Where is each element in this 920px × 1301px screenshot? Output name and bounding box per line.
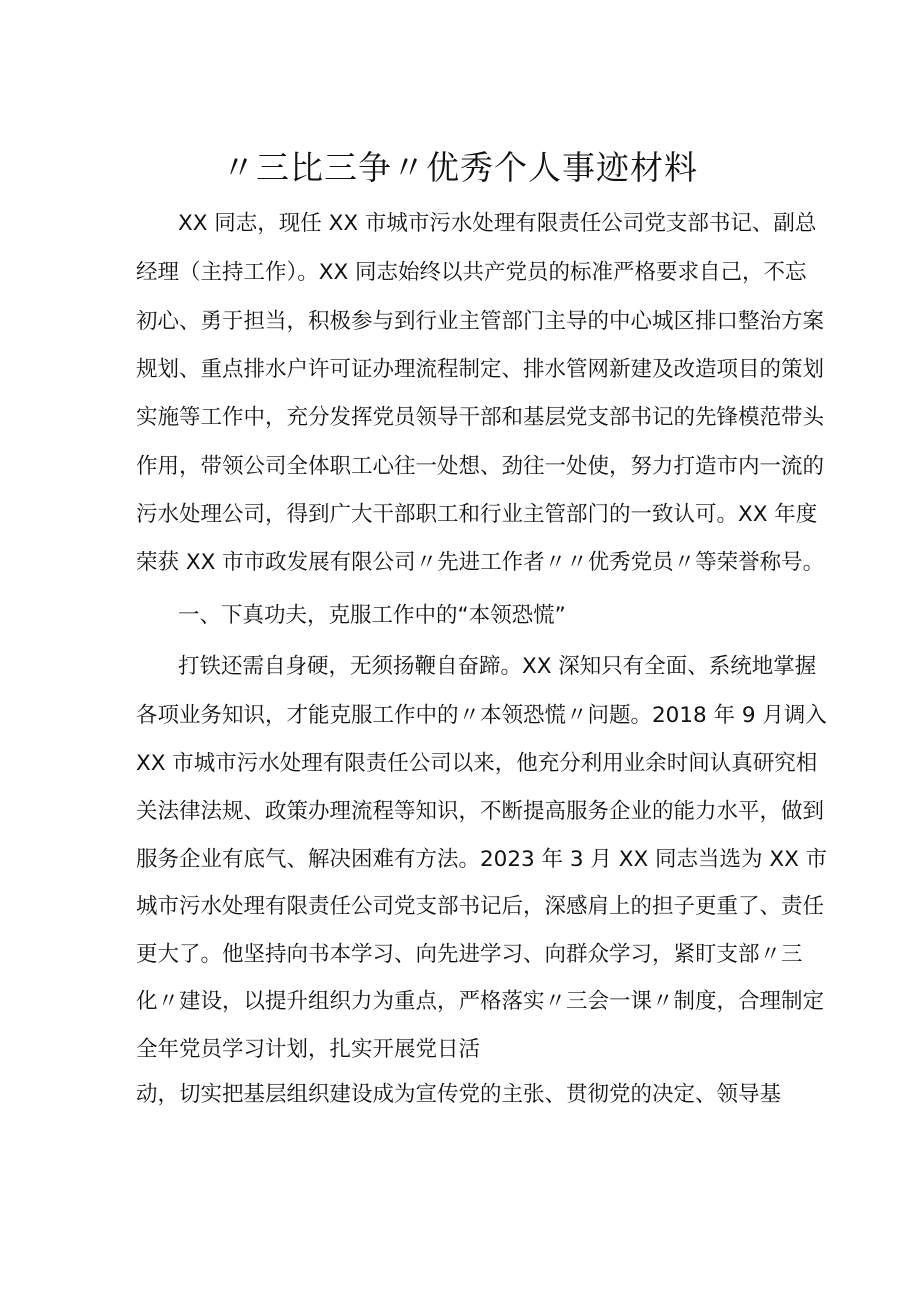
paragraph-line: 动，切实把基层组织建设成为宣传党的主张、贯彻党的决定、领导基 [136, 1082, 782, 1107]
paragraph-line: 服务企业有底气、解决困难有方法。2023 年 3 月 XX 同志当选为 XX 市 [136, 847, 828, 872]
paragraph-line: 污水处理公司，得到广大干部职工和行业主管部门的一致认可。XX 年度 [136, 502, 818, 527]
paragraph-line: 规划、重点排水户许可证办理流程制定、排水管网新建及改造项目的策划 [136, 357, 825, 382]
paragraph-line: 关法律法规、政策办理流程等知识，不断提高服务企业的能力水平，做到 [136, 799, 825, 824]
document-title: 〃三比三争〃优秀个人事迹材料 [222, 148, 698, 187]
paragraph-line: XX 同志，现任 XX 市城市污水处理有限责任公司党支部书记、副总 [178, 211, 817, 236]
paragraph-line: 化〃建设，以提升组织力为重点，严格落实〃三会一课〃制度，合理制定 [136, 989, 825, 1014]
paragraph-line: 作用，带领公司全体职工心往一处想、劲往一处使，努力打造市内一流的 [136, 454, 825, 479]
paragraph-line: 实施等工作中，充分发挥党员领导干部和基层党支部书记的先锋模范带头 [136, 405, 825, 430]
paragraph-line: XX 市城市污水处理有限责任公司以来，他充分利用业余时间认真研究相 [136, 751, 818, 776]
paragraph-line: 全年党员学习计划，扎实开展党日活 [136, 1037, 481, 1062]
paragraph-line: 荣获 XX 市市政发展有限公司〃先进工作者〃〃优秀党员〃等荣誉称号。 [136, 550, 825, 575]
paragraph-line: 更大了。他坚持向书本学习、向先进学习、向群众学习，紧盯支部〃三 [136, 942, 803, 967]
paragraph-line: 初心、勇于担当，积极参与到行业主管部门主导的中心城区排口整治方案 [136, 309, 825, 334]
paragraph-line: 各项业务知识，才能克服工作中的〃本领恐慌〃问题。2018 年 9 月调入 [136, 703, 827, 728]
paragraph-line: 经理（主持工作）。XX 同志始终以共产党员的标准严格要求自己，不忘 [136, 260, 807, 285]
paragraph-line: 城市污水处理有限责任公司党支部书记后，深感肩上的担子更重了、责任 [136, 894, 825, 919]
section-heading: 一、下真功夫，克服工作中的“本领恐慌” [178, 603, 566, 628]
paragraph-line: 打铁还需自身硬，无须扬鞭自奋蹄。XX 深知只有全面、系统地掌握 [178, 654, 817, 679]
